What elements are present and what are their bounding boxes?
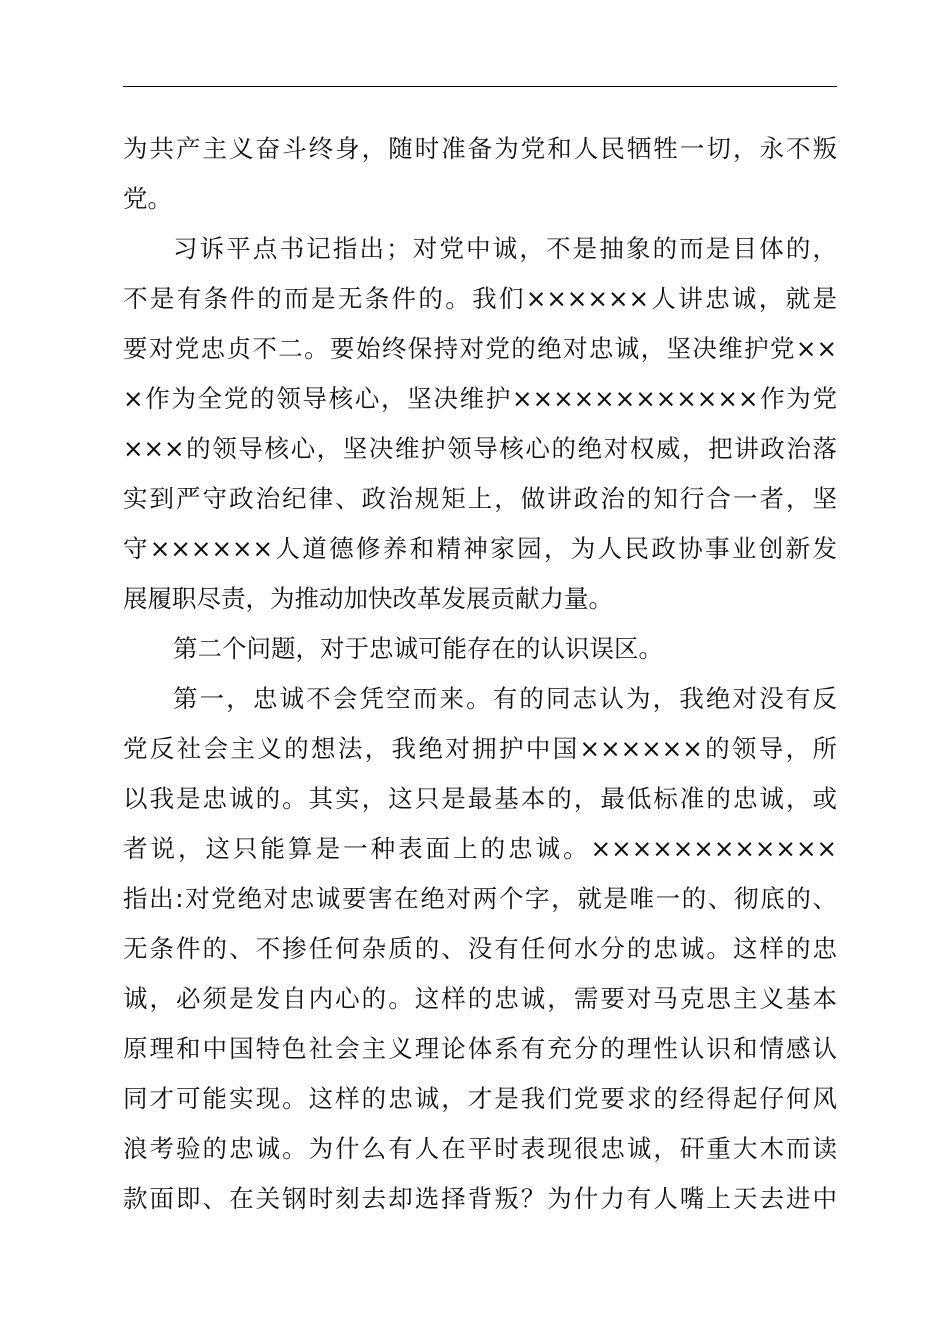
- paragraph-line: 习诉平点书记指出；对党中诚，不是抽象的而是目体的，: [173, 234, 837, 263]
- paragraph-line: 第一，忠诚不会凭空而来。有的同志认为，我绝对没有反: [173, 684, 837, 713]
- paragraph-line: 党反社会主义的想法，我绝对拥护中国××××××的领导，所: [123, 734, 837, 763]
- paragraph-line: 同才可能实现。这样的忠诚，才是我们党要求的经得起仔何风: [123, 1084, 837, 1113]
- paragraph-line: 要对党忠贞不二。要始终保持对党的绝对忠诚，坚决维护党××: [123, 334, 837, 363]
- paragraph-line: 无条件的、不掺任何杂质的、没有任何水分的忠诚。这样的忠: [123, 934, 837, 963]
- paragraph-line: ×作为全党的领导核心，坚决维护××××××××××××作为党: [123, 384, 837, 413]
- paragraph-line: 原理和中国特色社会主义理论体系有充分的理性认识和情感认: [123, 1034, 837, 1063]
- paragraph-line: 诚，必须是发自内心的。这样的忠诚，需要对马克思主义基本: [123, 984, 837, 1013]
- paragraph-line: 指出:对党绝对忠诚要害在绝对两个字，就是唯一的、彻底的、: [123, 884, 837, 913]
- paragraph-line: 守××××××人道德修养和精神家园，为人民政协事业创新发: [123, 534, 837, 563]
- paragraph-line: 党。: [123, 184, 172, 213]
- paragraph-line: 不是有条件的而是无条件的。我们××××××人讲忠诚，就是: [123, 284, 837, 313]
- section-heading: 第二个问题，对于忠诚可能存在的认识误区。: [173, 634, 663, 663]
- paragraph-line: 实到严守政治纪律、政治规矩上，做讲政治的知行合一者，坚: [123, 484, 837, 513]
- header-rule: [123, 86, 837, 87]
- paragraph-line: 者说，这只能算是一种表面上的忠诚。××××××××××××: [123, 834, 837, 863]
- paragraph-line: ×××的领导核心，坚决维护领导核心的绝对权威，把讲政治落: [123, 434, 837, 463]
- paragraph-line: 为共产主义奋斗终身，随时准备为党和人民牺牲一切，永不叛: [123, 134, 837, 163]
- paragraph-line: 以我是忠诚的。其实，这只是最基本的，最低标准的忠诚，或: [123, 784, 837, 813]
- paragraph-line: 浪考验的忠诚。为什么有人在平时表现很忠诚，矸重大木而读: [123, 1134, 837, 1163]
- paragraph-line: 展履职尽责，为推动加快改革发展贡献力量。: [123, 584, 613, 613]
- paragraph-line: 款面即、在关钢时刻去却选择背叛？为什力有人嘴上天去进中: [123, 1184, 837, 1213]
